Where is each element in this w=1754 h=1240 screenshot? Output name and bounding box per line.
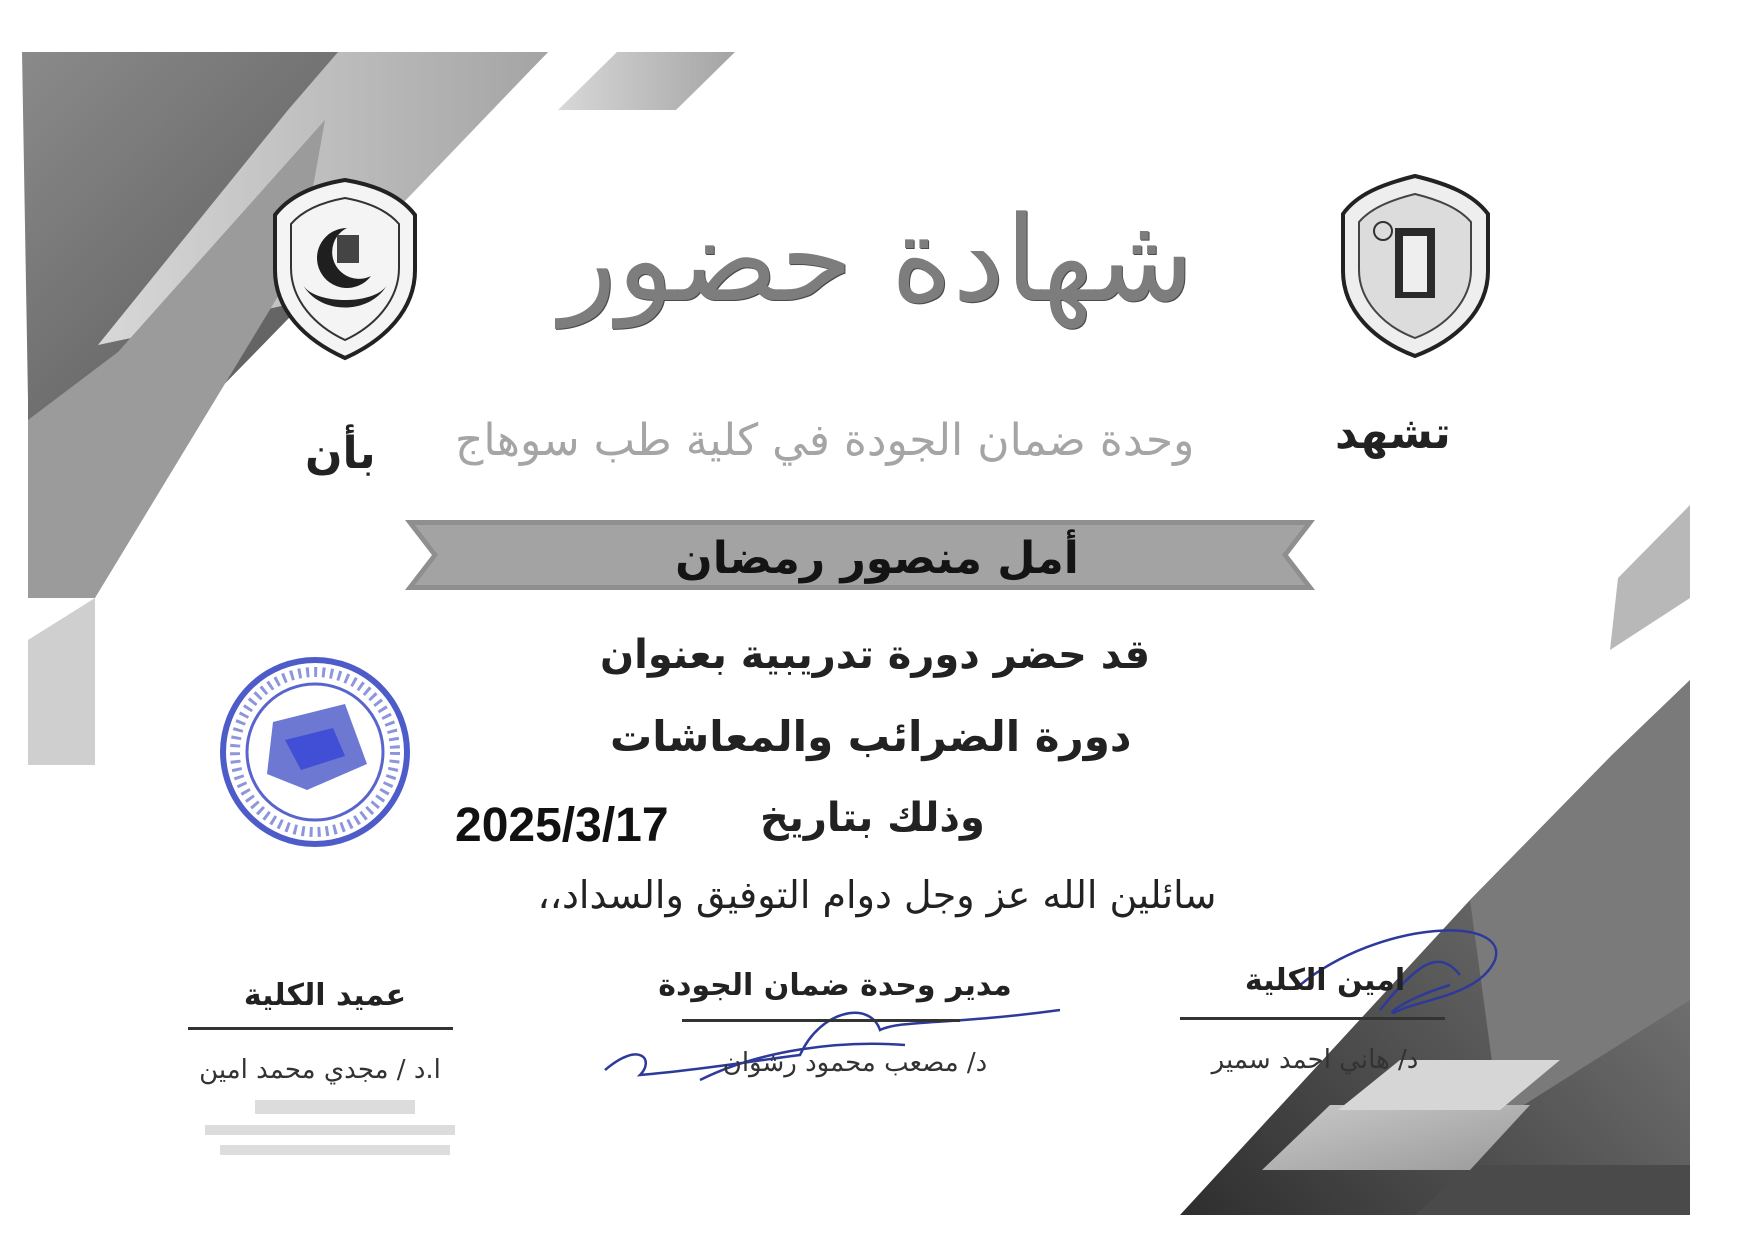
dean-title: عميد الكلية [243, 978, 407, 1013]
recipient-name: أمل منصور رمضان [675, 533, 1079, 584]
issuer-name: وحدة ضمان الجودة في كلية طب سوهاج [455, 415, 1195, 466]
quality-director-signature-line [682, 1019, 960, 1022]
closing-prayer: سائلين الله عز وجل دوام التوفيق والسداد،، [537, 873, 1217, 917]
official-stamp [223, 660, 407, 844]
certificate-date: 2025/3/17 [455, 799, 669, 852]
course-title: دورة الضرائب والمعاشات [610, 712, 1132, 761]
dean-signature-line [188, 1027, 453, 1030]
quality-director-name: د/ مصعب محمود رشوان [722, 1048, 988, 1078]
date-prefix: وذلك بتاريخ [760, 795, 985, 841]
dean-name: ا.د / مجدي محمد امين [199, 1055, 441, 1085]
certificate-title: شهادة حضور [559, 190, 1195, 328]
frame-shape-left-low [28, 598, 95, 765]
quality-director-title: مدير وحدة ضمان الجودة [658, 968, 1012, 1003]
attended-line: قد حضر دورة تدريبية بعنوان [600, 632, 1151, 678]
witness-word: تشهد [1335, 408, 1451, 459]
secretary-title: امين الكلية [1244, 963, 1406, 998]
secretary-signature-line [1180, 1017, 1445, 1020]
dean-stamp-faded [205, 1100, 455, 1155]
secretary-name: د/ هاني احمد سمير [1211, 1045, 1419, 1075]
that-word: بأن [305, 428, 376, 479]
frame-shape-top-stripe [558, 52, 735, 110]
